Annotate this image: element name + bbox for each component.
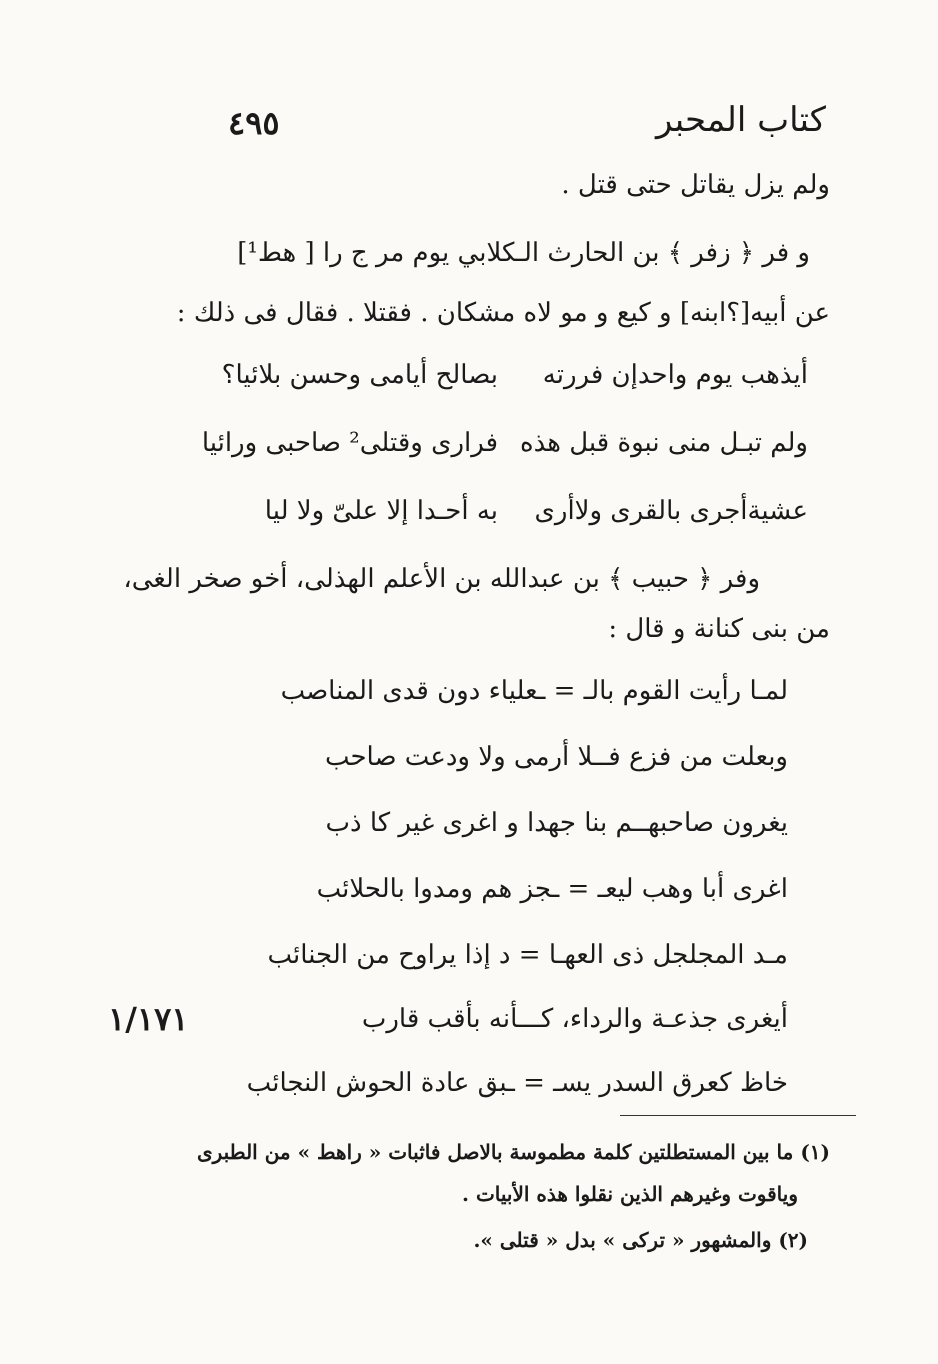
footnote-line: (١) ما بين المستطلتين كلمة مطموسة بالاصل فاثبات « راهط » من الطبرى [196, 1140, 830, 1164]
body-line: ولم يزل يقاتل حتى قتل . [561, 170, 830, 200]
footnote-line: وياقوت وغيرهم الذين نقلوا هذه الأبيات . [462, 1182, 798, 1206]
footnote-rule [620, 1115, 856, 1116]
verse-line: يغرون صاحبهــم بنا جهدا و اغرى غير كا ذب [325, 808, 788, 838]
body-line: عن أبيه[؟ابنه] و كيع و مو لاه مشكان . فقتلا . فقال فى ذلك : [176, 298, 830, 328]
body-line: وفر ﴿ حبيب ﴾ بن عبدالله بن الأعلم الهذلى، أخو صخر الغى، [123, 564, 760, 594]
verse-line: لمـا رأيت القوم بالـ = ـعلياء دون قدى المناصب [280, 676, 788, 706]
verse-line: أيغرى جذعـة والرداء، كـــأنه بأقب قارب [361, 1004, 788, 1034]
verse-first-hemistich: أيذهب يوم واحدإن فررته [542, 360, 808, 390]
margin-reference: ١/١٧١ [108, 1000, 189, 1038]
footnote-line: (٢) والمشهور « تركى » بدل « قتلى ». [473, 1228, 808, 1252]
body-line: من بنى كنانة و قال : [608, 614, 830, 644]
verse-line: اغرى أبا وهب ليعـ = ـجز هم ومدوا بالحلائب [316, 874, 788, 904]
verse-second-hemistich: فرارى وقتلى² صاحبى ورائيا [201, 428, 498, 458]
verse-second-hemistich: به أحـدا إلا علىّ ولا ليا [264, 496, 498, 526]
verse-line: مـد المجلجل ذى العهـا = د إذا يراوح من الجنائب [267, 940, 788, 970]
verse-first-hemistich: عشيةأجرى بالقرى ولاأرى [534, 496, 808, 526]
verse-line: خاظ كعرق السدر يسـ = ـبق عادة الحوش النجائب [246, 1068, 788, 1098]
running-title: كتاب المحبر [655, 100, 826, 140]
body-line: و فر ﴿ زفر ﴾ بن الحارث الـكلابي يوم مر ج را [ هط¹] [237, 238, 810, 268]
verse-line: وبعلت من فزع فــلا أرمى ولا ودعت صاحب [324, 742, 788, 772]
verse-first-hemistich: ولم تبـل منى نبوة قبل هذه [519, 428, 808, 458]
verse-second-hemistich: بصالح أيامى وحسن بلائيا؟ [221, 360, 498, 390]
page-number: ٤٩٥ [228, 104, 280, 142]
